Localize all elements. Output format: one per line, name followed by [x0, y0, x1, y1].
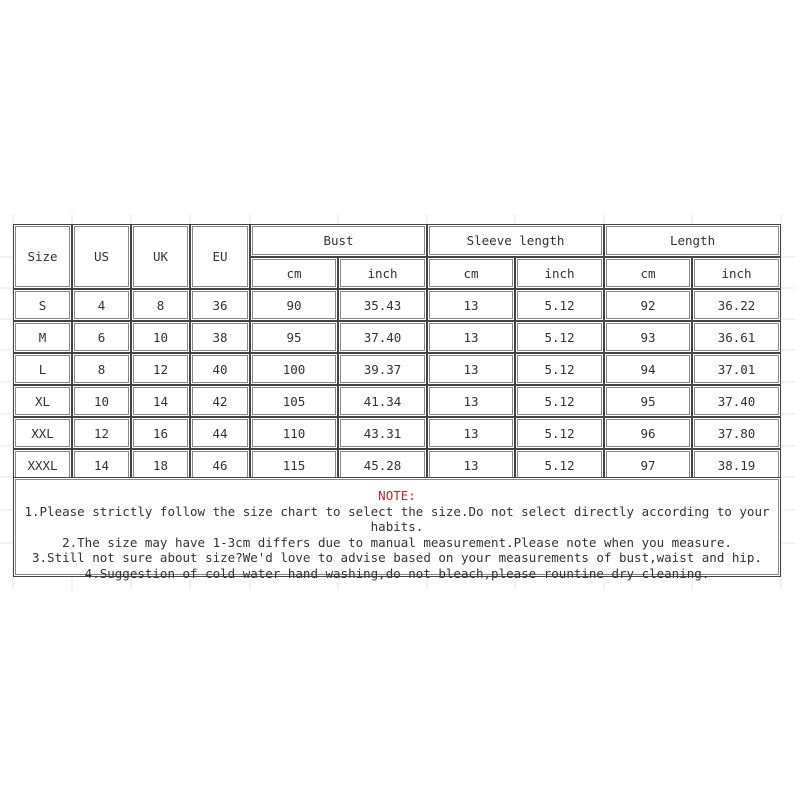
cell-eu: 40: [190, 353, 250, 385]
size-chart-table: [13, 224, 781, 481]
cell-sleeve-inch: 5.12: [515, 321, 604, 353]
cell-us: 8: [72, 353, 131, 385]
unit-length-cm: cm: [604, 257, 692, 289]
cell-length-cm: 95: [604, 385, 692, 417]
note-line-2: 2.The size may have 1-3cm differs due to manual measurement.Please note when you measure.: [62, 534, 732, 550]
header-length: Length: [604, 224, 781, 257]
cell-length-cm: 92: [604, 289, 692, 321]
unit-bust-inch: inch: [338, 257, 427, 289]
cell-size: L: [13, 353, 72, 385]
cell-sleeve-cm: 13: [427, 449, 515, 481]
header-us: US: [72, 224, 131, 289]
cell-us: 10: [72, 385, 131, 417]
cell-size: XXL: [13, 417, 72, 449]
header-size: Size: [13, 224, 72, 289]
cell-sleeve-inch: 5.12: [515, 417, 604, 449]
note-line-4: 4.Suggestion of cold water hand washing,do not bleach,please rountine dry cleaning.: [84, 565, 710, 581]
unit-length-inch: inch: [692, 257, 781, 289]
cell-bust-inch: 37.40: [338, 321, 427, 353]
cell-eu: 38: [190, 321, 250, 353]
cell-length-inch: 37.40: [692, 385, 781, 417]
cell-uk: 12: [131, 353, 190, 385]
cell-sleeve-inch: 5.12: [515, 353, 604, 385]
unit-bust-cm: cm: [250, 257, 338, 289]
cell-sleeve-cm: 13: [427, 289, 515, 321]
header-eu: EU: [190, 224, 250, 289]
cell-us: 12: [72, 417, 131, 449]
cell-length-cm: 96: [604, 417, 692, 449]
cell-sleeve-cm: 13: [427, 417, 515, 449]
table-row: [13, 289, 781, 321]
cell-eu: 42: [190, 385, 250, 417]
notes-box: [13, 477, 781, 581]
note-line-1: 1.Please strictly follow the size chart to select the size.Do not select directly according to your habits.: [24, 503, 770, 534]
table-row: [13, 385, 781, 417]
cell-length-cm: 94: [604, 353, 692, 385]
cell-sleeve-cm: 13: [427, 321, 515, 353]
notes-title: NOTE:: [378, 488, 416, 503]
header-bust: Bust: [250, 224, 427, 257]
cell-uk: 8: [131, 289, 190, 321]
cell-bust-cm: 95: [250, 321, 338, 353]
cell-uk: 14: [131, 385, 190, 417]
cell-length-inch: 37.01: [692, 353, 781, 385]
cell-bust-cm: 115: [250, 449, 338, 481]
cell-eu: 46: [190, 449, 250, 481]
cell-bust-cm: 110: [250, 417, 338, 449]
cell-size: M: [13, 321, 72, 353]
table-row: [13, 417, 781, 449]
cell-sleeve-inch: 5.12: [515, 385, 604, 417]
cell-sleeve-cm: 13: [427, 385, 515, 417]
cell-bust-inch: 43.31: [338, 417, 427, 449]
cell-uk: 18: [131, 449, 190, 481]
cell-length-cm: 93: [604, 321, 692, 353]
cell-sleeve-cm: 13: [427, 353, 515, 385]
cell-us: 4: [72, 289, 131, 321]
cell-uk: 10: [131, 321, 190, 353]
cell-us: 6: [72, 321, 131, 353]
cell-bust-cm: 90: [250, 289, 338, 321]
cell-length-inch: 38.19: [692, 449, 781, 481]
cell-bust-inch: 45.28: [338, 449, 427, 481]
header-sleeve-length: Sleeve length: [427, 224, 604, 257]
cell-bust-inch: 35.43: [338, 289, 427, 321]
cell-sleeve-inch: 5.12: [515, 289, 604, 321]
cell-length-inch: 36.22: [692, 289, 781, 321]
cell-bust-inch: 41.34: [338, 385, 427, 417]
cell-size: S: [13, 289, 72, 321]
header-row-groups: [13, 224, 781, 257]
cell-size: XL: [13, 385, 72, 417]
cell-bust-cm: 105: [250, 385, 338, 417]
cell-eu: 44: [190, 417, 250, 449]
cell-length-cm: 97: [604, 449, 692, 481]
cell-size: XXXL: [13, 449, 72, 481]
cell-eu: 36: [190, 289, 250, 321]
unit-sleeve-inch: inch: [515, 257, 604, 289]
cell-length-inch: 36.61: [692, 321, 781, 353]
table-row: [13, 321, 781, 353]
cell-uk: 16: [131, 417, 190, 449]
unit-sleeve-cm: cm: [427, 257, 515, 289]
note-line-3: 3.Still not sure about size?We'd love to advise based on your measurements of bust,waist and hip.: [32, 550, 762, 565]
cell-bust-cm: 100: [250, 353, 338, 385]
cell-us: 14: [72, 449, 131, 481]
cell-bust-inch: 39.37: [338, 353, 427, 385]
cell-length-inch: 37.80: [692, 417, 781, 449]
cell-sleeve-inch: 5.12: [515, 449, 604, 481]
table-row: [13, 353, 781, 385]
header-uk: UK: [131, 224, 190, 289]
